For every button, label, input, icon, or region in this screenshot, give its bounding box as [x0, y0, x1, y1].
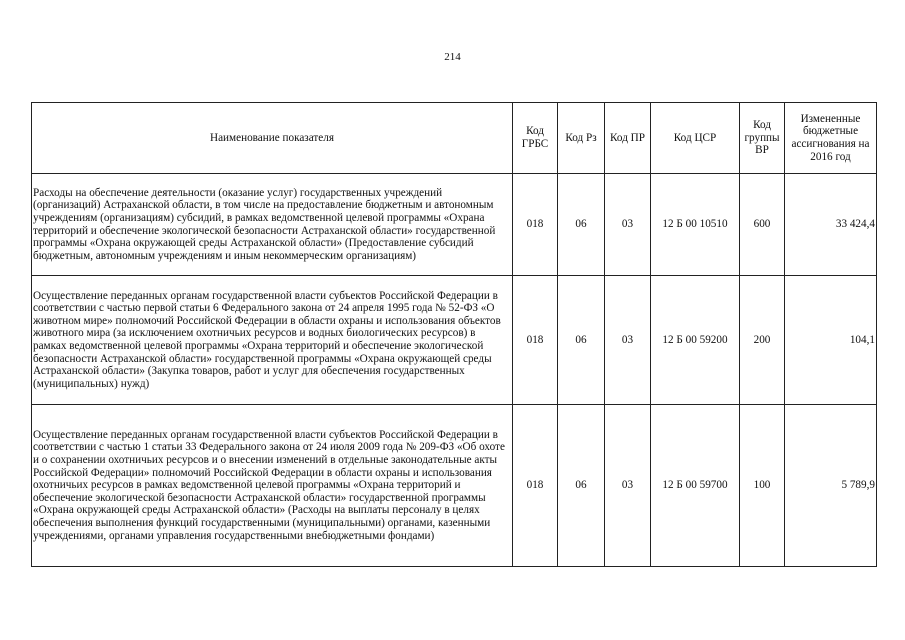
row-rz-code: 06 — [558, 276, 605, 405]
row-csr-code: 12 Б 00 59700 — [651, 405, 740, 567]
header-grbs-code: Код ГРБС — [513, 103, 558, 174]
header-indicator-name: Наименование показателя — [32, 103, 513, 174]
row-grbs-code: 018 — [513, 174, 558, 276]
row-indicator-name: Расходы на обеспечение деятельности (оказание услуг) государственных учреждений (организаций) Астраханской области, в том числе на предоставление бюджетным и автономным учреждениям (организациям) субсидий, в рамках ведомственной целевой программы «Охрана территорий и обеспечение экологической безопасности Астраханской области» государственной программы «Охрана окружающей среды Астраханской области» (Предоставление субсидий бюджетным, автономным учреждениям и иным некоммерческим организациям) — [32, 174, 513, 276]
row-pr-code: 03 — [605, 276, 651, 405]
table-header-row — [32, 103, 877, 174]
row-grbs-code: 018 — [513, 405, 558, 567]
table-row — [32, 405, 877, 567]
header-csr-code: Код ЦСР — [651, 103, 740, 174]
row-vr-code: 100 — [740, 405, 785, 567]
header-rz-code: Код Рз — [558, 103, 605, 174]
page-number: 214 — [444, 51, 461, 63]
row-rz-code: 06 — [558, 174, 605, 276]
row-amount: 33 424,4 — [785, 174, 877, 276]
row-csr-code: 12 Б 00 59200 — [651, 276, 740, 405]
row-indicator-name: Осуществление переданных органам государственной власти субъектов Российской Федерации в соответствии с частью первой статьи 6 Федерального закона от 24 апреля 1995 года № 52-ФЗ «О животном мире» полномочий Российской Федерации в области охраны и использования объектов животного мира (за исключением охотничьих ресурсов и водных биологических ресурсов) в рамках ведомственной целевой программы «Охрана территорий и обеспечение экологической безопасности Астраханской области» государственной программы «Охрана окружающей среды Астраханской области» (Закупка товаров, работ и услуг для обеспечения государственных (муниципальных) нужд) — [32, 276, 513, 405]
row-indicator-name: Осуществление переданных органам государственной власти субъектов Российской Федерации в соответствии с частью 1 статьи 33 Федерального закона от 24 июля 2009 года № 209-ФЗ «Об охоте и о сохранении охотничьих ресурсов и о внесении изменений в отдельные законодательные акты Российской Федерации» полномочий Российской Федерации в области охраны и использования охотничьих ресурсов в рамках ведомственной целевой программы «Охрана территорий и обеспечение экологической безопасности Астраханской области» государственной программы «Охрана окружающей среды Астраханской области» (Расходы на выплаты персоналу в целях обеспечения выполнения функций государственными (муниципальными) органами, казенными учреждениями, органами управления государственными внебюджетными фондами) — [32, 405, 513, 567]
row-vr-code: 200 — [740, 276, 785, 405]
table-row — [32, 174, 877, 276]
table-row — [32, 276, 877, 405]
row-pr-code: 03 — [605, 405, 651, 567]
budget-table — [31, 102, 877, 567]
row-csr-code: 12 Б 00 10510 — [651, 174, 740, 276]
row-amount: 104,1 — [785, 276, 877, 405]
row-amount: 5 789,9 — [785, 405, 877, 567]
row-rz-code: 06 — [558, 405, 605, 567]
row-grbs-code: 018 — [513, 276, 558, 405]
header-pr-code: Код ПР — [605, 103, 651, 174]
header-amount-2016: Измененные бюджетные ассигнования на 2016 год — [785, 103, 877, 174]
row-vr-code: 600 — [740, 174, 785, 276]
header-vr-code: Код группы ВР — [740, 103, 785, 174]
row-pr-code: 03 — [605, 174, 651, 276]
